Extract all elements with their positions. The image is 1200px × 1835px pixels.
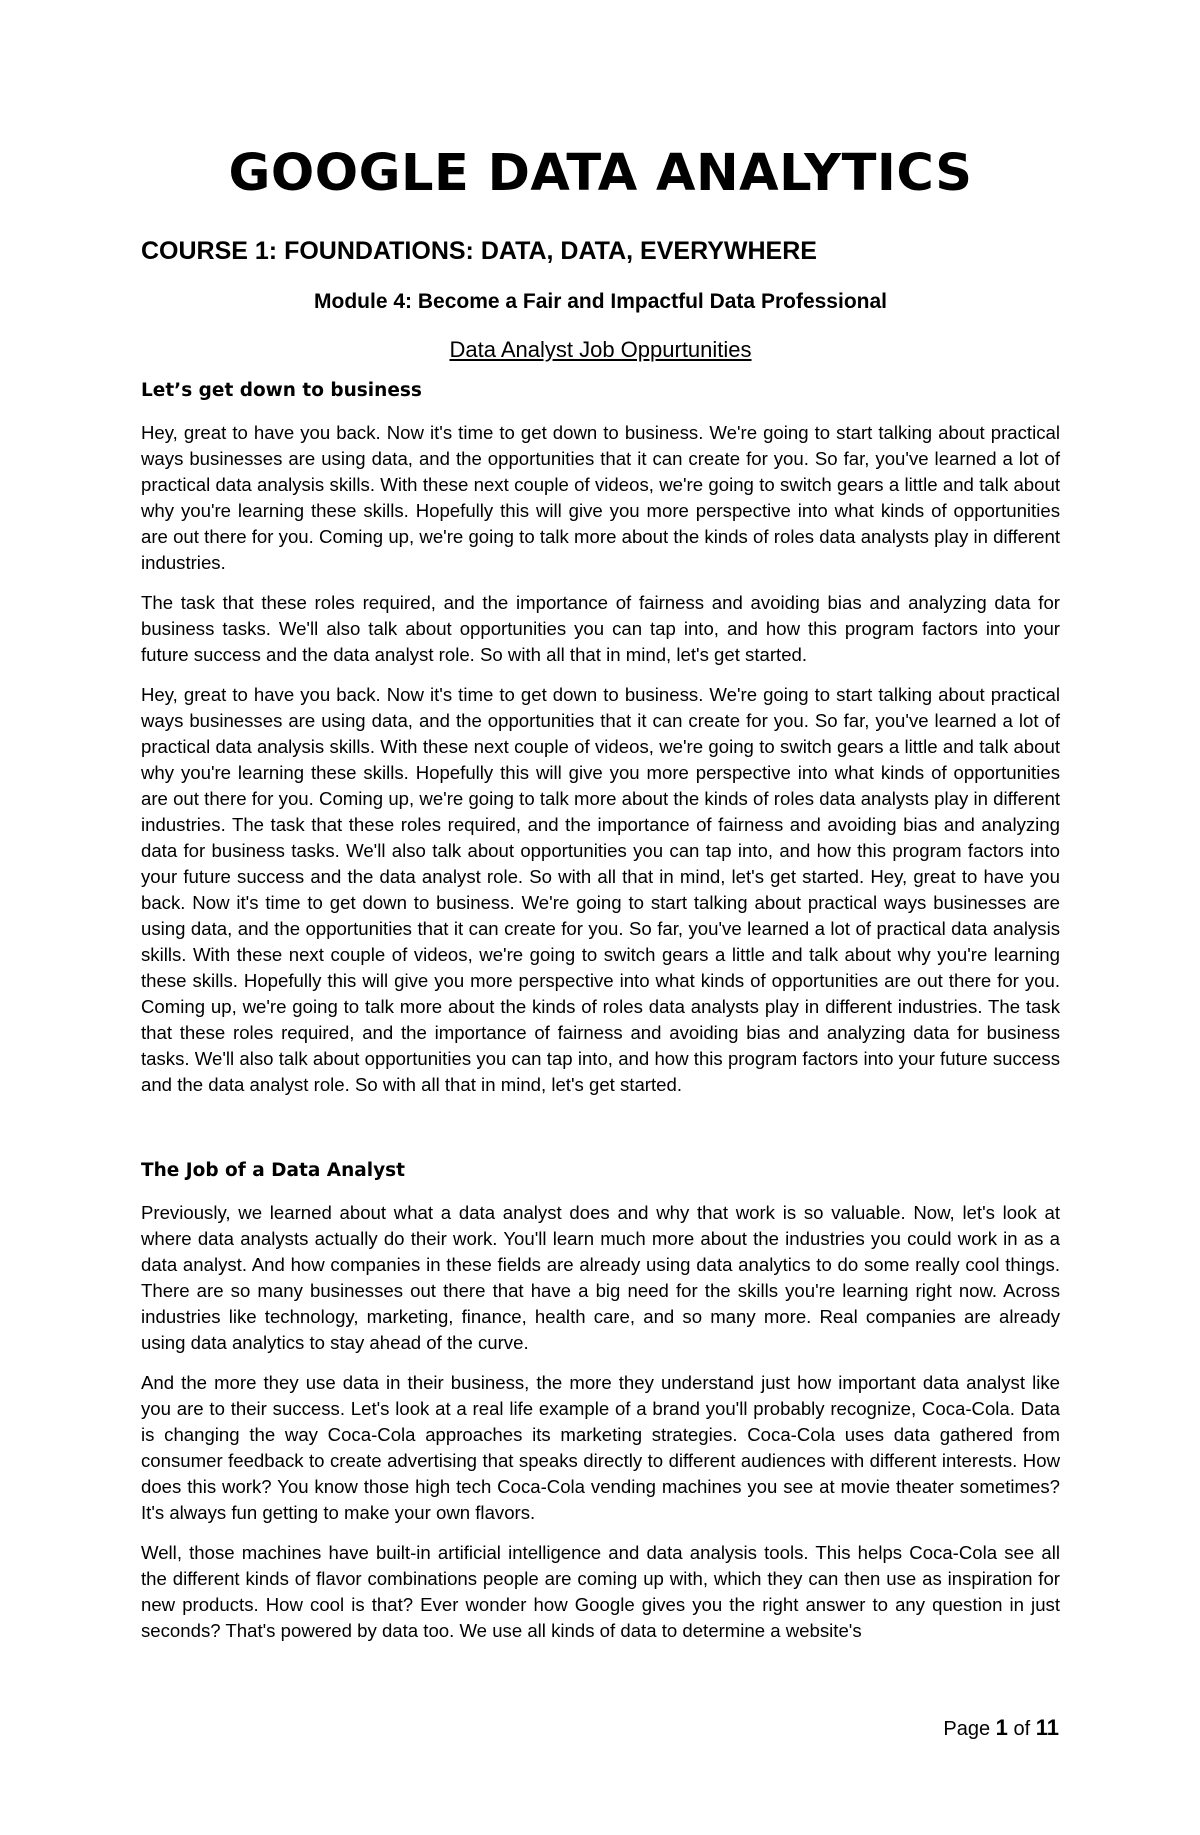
paragraph: Hey, great to have you back. Now it's time to get down to business. We're going to start talking about practical ways businesses are using data, and the opportunities that it can create for you. So far, you've learned a lot of practical data analysis skills. With these next couple of videos, we're going to switch gears a little and talk about why you're learning these skills. Hopefully this will give you more perspective into what kinds of opportunities are out there for you. Coming up, we're going to talk more about the kinds of roles data analysts play in different industries.: [141, 422, 1060, 573]
section-heading: Let’s get down to business: [141, 380, 422, 401]
paragraph: Hey, great to have you back. Now it's time to get down to business. We're going to start talking about practical ways businesses are using data, and the opportunities that it can create for you. So far, you've learned a lot of practical data analysis skills. With these next couple of videos, we're going to switch gears a little and talk about why you're learning these skills. Hopefully this will give you more perspective into what kinds of opportunities are out there for you. Coming up, we're going to talk more about the kinds of roles data analysts play in different industries. The task that these roles required, and the importance of fairness and avoiding bias and analyzing data for business tasks. We'll also talk about opportunities you can tap into, and how this program factors into your future success and the data analyst role. So with all that in mind, let's get started. Hey, great to have you back. Now it's time to get down to business. We're going to start talking about practical ways businesses are using data, and the opportunities that it can create for you. So far, you've learned a lot of practical data analysis skills. With these next couple of videos, we're going to switch gears a little and talk about why you're learning these skills. Hopefully this will give you more perspective into what kinds of opportunities are out there for you. Coming up, we're going to talk more about the kinds of roles data analysts play in different industries. The task that these roles required, and the importance of fairness and avoiding bias and analyzing data for business tasks. We'll also talk about opportunities you can tap into, and how this program factors into your future success and the data analyst role. So with all that in mind, let's get started.: [141, 684, 1060, 1095]
lesson-title: Data Analyst Job Oppurtunities: [449, 337, 752, 362]
section-lets-get-down-to-business: [141, 378, 1060, 1098]
current-page-number: 1: [995, 1715, 1008, 1740]
total-pages-number: 11: [1035, 1715, 1059, 1740]
paragraph: The task that these roles required, and the importance of fairness and avoiding bias and analyzing data for business tasks. We'll also talk about opportunities you can tap into, and how this program factors into your future success and the data analyst role. So with all that in mind, let's get started.: [141, 592, 1060, 665]
section-heading: The Job of a Data Analyst: [141, 1160, 406, 1181]
paragraph: Well, those machines have built-in artificial intelligence and data analysis tools. This helps Coca-Cola see all the different kinds of flavor combinations people are coming up with, which they can then use as inspiration for new products. How cool is that? Ever wonder how Google gives you the right answer to any question in just seconds? That's powered by data too. We use all kinds of data to determine a website's: [141, 1542, 1060, 1641]
page-label: Page: [943, 1718, 991, 1740]
page-number: [943, 1714, 1059, 1743]
paragraph: Previously, we learned about what a data analyst does and why that work is so valuable. Now, let's look at where data analysts actually do their work. You'll learn much more about the industries you could work in as a data analyst. And how companies in these fields are already using data analytics to do some really cool things. There are so many businesses out there that have a big need for the skills you're learning right now. Across industries like technology, marketing, finance, health care, and so many more. Real companies are already using data analytics to stay ahead of the curve.: [141, 1202, 1060, 1353]
document-title: GOOGLE DATA ANALYTICS: [228, 144, 973, 203]
section-job-of-a-data-analyst: [141, 1158, 1060, 1644]
module-title: Module 4: Become a Fair and Impactful Data Professional: [314, 290, 887, 313]
course-title: COURSE 1: FOUNDATIONS: DATA, DATA, EVERYWHERE: [141, 237, 817, 265]
paragraph: And the more they use data in their business, the more they understand just how important data analyst like you are to their success. Let's look at a real life example of a brand you'll probably recognize, Coca-Cola. Data is changing the way Coca-Cola approaches its marketing strategies. Coca-Cola uses data gathered from consumer feedback to create advertising that speaks directly to different audiences with different interests. How does this work? You know those high tech Coca-Cola vending machines you see at movie theater sometimes? It's always fun getting to make your own flavors.: [141, 1372, 1060, 1523]
page-of-label: of: [1013, 1718, 1031, 1740]
